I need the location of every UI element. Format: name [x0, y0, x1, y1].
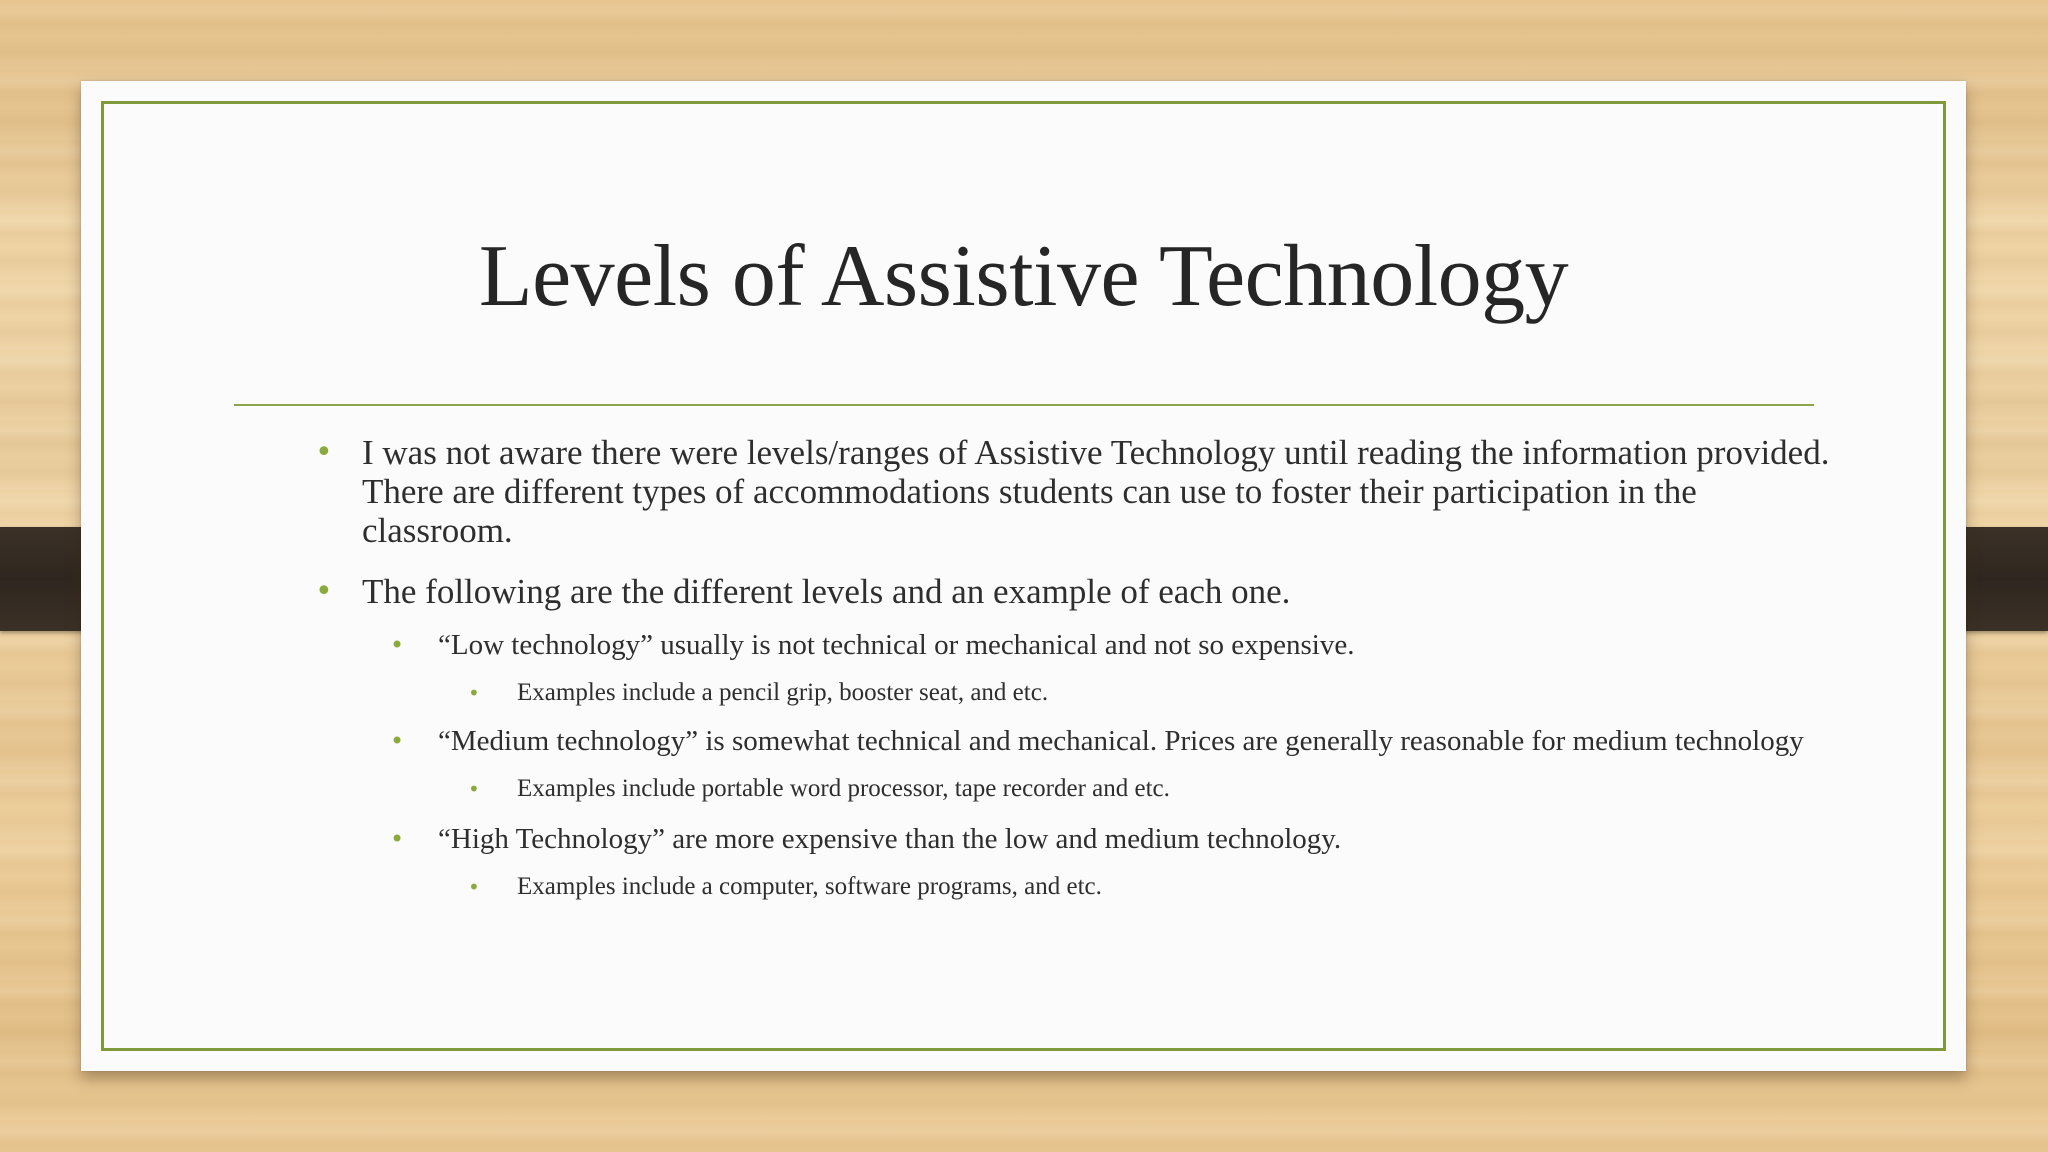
bullet-text: The following are the different levels and an example of each one. — [362, 572, 1291, 611]
bullet-dot-icon: • — [390, 727, 405, 755]
slide — [81, 81, 1966, 1071]
bullet-item — [234, 433, 1854, 550]
title-divider — [234, 404, 1814, 406]
bullet-list — [234, 433, 1854, 901]
bullet-dot-icon: • — [468, 681, 480, 705]
sub-sub-bullet-text: Examples include a computer, software programs, and etc. — [517, 873, 1102, 900]
sub-sub-bullet-text: Examples include a pencil grip, booster seat, and etc. — [517, 679, 1049, 706]
sub-sub-bullet-item — [234, 679, 1854, 707]
sub-bullet-text: “Medium technology” is somewhat technical and mechanical. Prices are generally reasonable for medium technology — [438, 725, 1804, 757]
sub-bullet-item — [234, 725, 1854, 757]
bullet-dot-icon: • — [390, 825, 405, 853]
bullet-dot-icon: • — [315, 435, 333, 470]
sub-sub-bullet-text: Examples include portable word processor, tape recorder and etc. — [517, 775, 1170, 802]
sub-sub-bullet-item — [234, 873, 1854, 901]
bullet-dot-icon: • — [315, 574, 333, 609]
sub-bullet-text: “High Technology” are more expensive than the low and medium technology. — [438, 823, 1342, 855]
bullet-dot-icon: • — [468, 777, 480, 801]
sub-bullet-text: “Low technology” usually is not technical or mechanical and not so expensive. — [438, 629, 1355, 661]
bullet-text: I was not aware there were levels/ranges of Assistive Technology until reading the information provided. There are different types of accommodations students can use to foster their participation in the classroom. — [362, 433, 1830, 550]
sub-bullet-item — [234, 629, 1854, 661]
sub-sub-bullet-item — [234, 775, 1854, 803]
bullet-dot-icon: • — [468, 875, 480, 899]
bullet-item — [234, 572, 1854, 611]
bullet-dot-icon: • — [390, 631, 405, 659]
slide-title: Levels of Assistive Technology — [478, 228, 1569, 325]
sub-bullet-item — [234, 823, 1854, 855]
